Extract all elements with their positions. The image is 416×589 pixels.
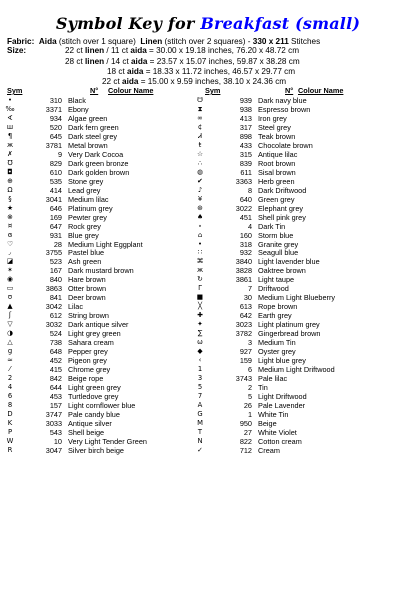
symbol-glyph: ✔ bbox=[197, 176, 203, 185]
symbol-glyph: ✓ bbox=[197, 445, 203, 454]
dmc-number: 26 bbox=[243, 400, 252, 410]
colour-name: Ash green bbox=[68, 257, 102, 267]
colour-name: Dark steel grey bbox=[68, 131, 118, 141]
colour-name: Rope brown bbox=[258, 302, 298, 312]
colour-name: Medium Tin bbox=[258, 338, 296, 348]
title-prefix: Symbol Key for bbox=[55, 14, 201, 33]
symbol-glyph: ♪ bbox=[197, 185, 203, 194]
header-sym: Sym bbox=[205, 86, 221, 95]
symbol-glyph: 8 bbox=[7, 400, 13, 409]
dmc-number: 927 bbox=[239, 347, 252, 357]
colour-name: Seagull blue bbox=[258, 248, 299, 258]
colour-name: White Tin bbox=[258, 409, 289, 419]
symbol-glyph: 4 bbox=[7, 383, 13, 391]
colour-name: Steel grey bbox=[258, 122, 291, 132]
fabric-linen-note: (stitch over 2 squares) - bbox=[164, 37, 251, 46]
dmc-number: 644 bbox=[49, 383, 62, 392]
fabric-stitches-label: Stitches bbox=[291, 37, 321, 46]
dmc-number: 3047 bbox=[45, 445, 62, 455]
dmc-number: 612 bbox=[49, 311, 62, 321]
header-number: N° bbox=[90, 86, 99, 95]
dmc-number: 3840 bbox=[235, 257, 252, 267]
dmc-number: 310 bbox=[49, 96, 62, 105]
fabric-stitches: 330 x 211 bbox=[252, 37, 289, 46]
colour-name: Turtledove grey bbox=[68, 391, 119, 401]
symbol-glyph: ♡ bbox=[6, 239, 14, 248]
dmc-number: 453 bbox=[49, 391, 62, 401]
symbol-glyph: ɞ bbox=[7, 230, 13, 239]
colour-name: Light lavender blue bbox=[258, 257, 320, 267]
symbol-glyph: ⌘ bbox=[196, 257, 204, 266]
symbol-glyph: ж bbox=[6, 140, 14, 149]
dmc-number: 822 bbox=[239, 436, 252, 446]
symbol-glyph: ⌂ bbox=[197, 230, 203, 239]
dmc-number: 157 bbox=[49, 400, 62, 410]
colour-name: Tin bbox=[258, 383, 268, 392]
symbol-glyph: ◑ bbox=[7, 329, 13, 338]
symbol-glyph: T bbox=[197, 427, 203, 436]
symbol-glyph: g bbox=[7, 347, 13, 356]
dmc-number: 28 bbox=[53, 239, 62, 249]
colour-name: Espresso brown bbox=[258, 104, 311, 114]
symbol-glyph: § bbox=[8, 194, 12, 203]
colour-name: Light platinum grey bbox=[258, 320, 320, 330]
colour-name: Pale Lavender bbox=[258, 400, 306, 410]
symbol-glyph: D bbox=[7, 409, 13, 418]
colour-name: Sisal brown bbox=[258, 167, 296, 177]
dmc-number: 3755 bbox=[45, 248, 62, 258]
symbol-glyph: ★ bbox=[6, 203, 14, 212]
colour-name: Beige rope bbox=[68, 374, 104, 384]
colour-name: Ebony bbox=[68, 104, 89, 114]
symbol-glyph: 3 bbox=[197, 374, 203, 383]
fabric-aida-note: (stitch over 1 square) bbox=[58, 37, 136, 46]
colour-name: Dark fern green bbox=[68, 122, 119, 132]
dmc-number: 6 bbox=[247, 365, 252, 375]
symbol-glyph: ☆ bbox=[196, 149, 204, 158]
colour-name: Dark navy blue bbox=[258, 96, 307, 105]
symbol-glyph: K bbox=[7, 418, 13, 427]
fabric-aida: Aida bbox=[38, 37, 57, 46]
dmc-number: 2 bbox=[247, 383, 252, 392]
colour-name: Antique lilac bbox=[258, 149, 298, 159]
dmc-number: 934 bbox=[49, 113, 62, 123]
dmc-number: 3863 bbox=[45, 284, 62, 294]
symbol-glyph: ◉ bbox=[7, 275, 13, 284]
colour-name: White Violet bbox=[258, 427, 297, 437]
colour-name: Root brown bbox=[258, 158, 296, 168]
dmc-number: 315 bbox=[239, 149, 252, 159]
symbol-glyph: ∴ bbox=[197, 158, 203, 167]
colour-name: Dark Driftwood bbox=[258, 185, 307, 195]
colour-name: Otter brown bbox=[68, 284, 107, 294]
colour-name: Light blue grey bbox=[258, 356, 306, 366]
colour-name: Light taupe bbox=[258, 275, 295, 285]
colour-name: Cream bbox=[258, 445, 280, 455]
symbol-glyph: Γ bbox=[198, 284, 202, 293]
fabric-label: Fabric: bbox=[7, 37, 35, 46]
dmc-number: 10 bbox=[53, 436, 62, 446]
dmc-number: 3743 bbox=[235, 374, 252, 384]
dmc-number: 414 bbox=[49, 185, 62, 195]
colour-name: Very Dark Cocoa bbox=[68, 149, 124, 159]
symbol-glyph: ∢ bbox=[7, 113, 13, 122]
dmc-number: 611 bbox=[240, 167, 252, 177]
symbol-glyph: ✶ bbox=[7, 266, 13, 275]
dmc-number: 3371 bbox=[45, 104, 62, 114]
dmc-number: 4 bbox=[247, 221, 252, 231]
dmc-number: 543 bbox=[49, 427, 62, 437]
colour-name: Oyster grey bbox=[258, 347, 296, 357]
colour-name: Lead grey bbox=[68, 185, 101, 195]
dmc-number: 3747 bbox=[45, 409, 62, 419]
dmc-number: 642 bbox=[239, 311, 252, 321]
symbol-glyph: ж bbox=[196, 266, 204, 275]
colour-name: Antique silver bbox=[68, 418, 112, 428]
colour-name: Chrome grey bbox=[68, 365, 111, 375]
dmc-number: 160 bbox=[239, 230, 252, 240]
dmc-number: 452 bbox=[49, 356, 62, 366]
colour-name: Dark antique silver bbox=[68, 320, 129, 330]
symbol-glyph: ¥ bbox=[197, 194, 203, 203]
symbol-glyph: ŧ bbox=[198, 140, 202, 149]
colour-name: Medium Light Driftwood bbox=[258, 365, 335, 375]
colour-name: Very Light Tender Green bbox=[68, 436, 147, 446]
colour-name: Metal brown bbox=[68, 140, 108, 150]
symbol-glyph: △ bbox=[7, 338, 13, 347]
dmc-number: 647 bbox=[49, 221, 62, 231]
colour-name: Lilac bbox=[68, 302, 84, 312]
colour-name: Pastel blue bbox=[68, 248, 105, 258]
header-number: N° bbox=[285, 86, 294, 95]
dmc-number: 841 bbox=[49, 293, 62, 303]
symbol-glyph: ✗ bbox=[7, 149, 13, 158]
dmc-number: 646 bbox=[49, 203, 62, 213]
colour-name: Stone grey bbox=[68, 176, 104, 186]
colour-name: Dark golden brown bbox=[68, 167, 130, 177]
symbol-glyph: ✚ bbox=[197, 311, 203, 320]
symbol-glyph: ℧ bbox=[7, 158, 13, 167]
colour-name: Light Driftwood bbox=[258, 391, 307, 401]
dmc-number: 9 bbox=[57, 149, 62, 159]
symbol-glyph: G bbox=[197, 409, 203, 418]
dmc-number: 738 bbox=[49, 338, 62, 348]
colour-name: String brown bbox=[68, 311, 109, 321]
colour-name: Medium Light Blueberry bbox=[258, 293, 336, 303]
symbol-glyph: ¤ bbox=[7, 221, 13, 230]
dmc-number: 3861 bbox=[235, 275, 252, 285]
dmc-number: 318 bbox=[239, 239, 252, 249]
colour-name: Sahara cream bbox=[68, 338, 114, 348]
dmc-number: 451 bbox=[239, 212, 252, 222]
dmc-number: 932 bbox=[239, 248, 252, 258]
dmc-number: 931 bbox=[49, 230, 62, 240]
symbol-glyph: ∞ bbox=[197, 113, 203, 122]
symbol-glyph: 1 bbox=[197, 365, 203, 374]
dmc-number: 3042 bbox=[45, 302, 62, 312]
symbol-glyph: Ω bbox=[7, 185, 13, 194]
dmc-number: 535 bbox=[49, 176, 62, 186]
symbol-glyph: ☋ bbox=[196, 96, 204, 104]
colour-name: Shell pink grey bbox=[258, 212, 306, 222]
dmc-number: 524 bbox=[49, 329, 62, 339]
symbol-glyph: ≈ bbox=[7, 356, 13, 365]
colour-name: Dark mustard brown bbox=[68, 266, 134, 276]
dmc-number: 842 bbox=[49, 374, 62, 384]
colour-name: Shell beige bbox=[68, 427, 105, 437]
symbol-glyph: ✦ bbox=[197, 320, 203, 329]
symbol-glyph: 7 bbox=[197, 391, 203, 400]
colour-name: Silver birch beige bbox=[68, 445, 124, 455]
symbol-glyph: ‹ bbox=[198, 356, 202, 365]
dmc-number: 938 bbox=[239, 104, 252, 114]
colour-name: Pigeon grey bbox=[68, 356, 107, 366]
colour-name: Medium Light Eggplant bbox=[68, 239, 143, 249]
dmc-number: 950 bbox=[239, 418, 252, 428]
symbol-glyph: ⁄ bbox=[9, 365, 11, 374]
symbol-glyph: ʃ bbox=[8, 311, 12, 320]
colour-name: Earth grey bbox=[258, 311, 292, 321]
colour-name: Elephant grey bbox=[258, 203, 304, 213]
symbol-glyph: ◪ bbox=[6, 257, 14, 266]
dmc-number: 27 bbox=[243, 427, 252, 437]
symbol-glyph: 2 bbox=[7, 374, 13, 383]
dmc-number: 3828 bbox=[235, 266, 252, 276]
fabric-linen: Linen bbox=[140, 37, 163, 46]
symbol-glyph: 6 bbox=[7, 391, 13, 400]
symbol-glyph: ¶ bbox=[7, 131, 13, 140]
colour-name: Oaktree brown bbox=[258, 266, 306, 276]
dmc-number: 840 bbox=[49, 275, 62, 285]
dmc-number: 613 bbox=[239, 302, 252, 312]
symbol-glyph: ╳ bbox=[197, 302, 203, 311]
colour-name: Gingerbread brown bbox=[258, 329, 321, 339]
size-label: Size: bbox=[7, 46, 27, 55]
size-line: 28 ct linen / 14 ct aida = 23.57 x 15.07 inches, 59.87 x 38.28 cm bbox=[65, 57, 300, 66]
colour-name: Teak brown bbox=[258, 131, 296, 141]
header-sym: Sym bbox=[7, 86, 23, 95]
symbol-glyph: ↻ bbox=[197, 275, 203, 284]
colour-name: Algae green bbox=[68, 113, 108, 123]
colour-name: Light cornflower blue bbox=[68, 400, 136, 410]
dmc-number: 433 bbox=[239, 140, 252, 150]
colour-name: Cotton cream bbox=[258, 436, 302, 446]
symbol-glyph: ◍ bbox=[197, 167, 203, 176]
symbol-glyph: N bbox=[197, 436, 203, 445]
colour-name: Deer brown bbox=[68, 293, 106, 303]
page-title bbox=[0, 14, 416, 33]
colour-name: Beige bbox=[258, 418, 277, 428]
dmc-number: 3041 bbox=[45, 194, 62, 204]
dmc-number: 8 bbox=[247, 185, 252, 195]
header-colour-name: Colour Name bbox=[108, 86, 154, 95]
symbol-glyph: ш bbox=[6, 122, 14, 131]
size-line: 22 ct aida = 15.00 x 9.59 inches, 38.10 x 24.36 cm bbox=[102, 77, 287, 86]
dmc-number: 645 bbox=[49, 131, 62, 141]
colour-name: Black bbox=[68, 96, 86, 105]
dmc-number: 520 bbox=[49, 122, 62, 132]
symbol-glyph: ∷ bbox=[197, 248, 203, 257]
symbol-glyph: ⊛ bbox=[197, 203, 203, 212]
colour-name: Dark Tin bbox=[258, 221, 286, 231]
colour-name: Light grey green bbox=[68, 329, 121, 339]
size-line: 22 ct linen / 11 ct aida = 30.00 x 19.18 inches, 76.20 x 48.72 cm bbox=[65, 46, 300, 55]
dmc-number: 3022 bbox=[235, 203, 252, 213]
colour-name: Pepper grey bbox=[68, 347, 108, 357]
colour-name: Chocolate brown bbox=[258, 140, 313, 150]
colour-name: Platinum grey bbox=[68, 203, 113, 213]
colour-name: Light green grey bbox=[68, 383, 121, 392]
symbol-glyph: P bbox=[7, 427, 13, 436]
dmc-number: 898 bbox=[239, 131, 252, 141]
colour-name: Granite grey bbox=[258, 239, 299, 249]
dmc-number: 939 bbox=[239, 96, 252, 105]
dmc-number: 415 bbox=[49, 365, 62, 375]
colour-name: Green grey bbox=[258, 194, 295, 204]
dmc-number: 317 bbox=[239, 122, 252, 132]
symbol-glyph: ■ bbox=[196, 293, 204, 302]
header-colour-name: Colour Name bbox=[298, 86, 344, 95]
symbol-glyph: ∑ bbox=[197, 329, 203, 338]
symbol-glyph: ⊕ bbox=[7, 176, 13, 185]
dmc-number: 839 bbox=[239, 158, 252, 168]
dmc-number: 30 bbox=[243, 293, 252, 303]
dmc-number: 648 bbox=[49, 347, 62, 357]
dmc-number: 7 bbox=[247, 284, 252, 294]
dmc-number: 3782 bbox=[235, 329, 252, 339]
dmc-number: 3363 bbox=[235, 176, 252, 186]
symbol-glyph: ⊗ bbox=[7, 212, 13, 221]
symbol-glyph: ⧗ bbox=[197, 104, 203, 113]
symbol-glyph: ▽ bbox=[7, 320, 13, 329]
colour-name: Dark green bronze bbox=[68, 158, 129, 168]
dmc-number: 3 bbox=[247, 338, 252, 348]
title-highlight: Breakfast (small) bbox=[200, 14, 361, 33]
colour-name: Driftwood bbox=[258, 284, 289, 294]
symbol-glyph: ▲ bbox=[7, 302, 13, 311]
symbol-glyph: Ꮧ bbox=[198, 131, 202, 140]
colour-name: Rock grey bbox=[68, 221, 101, 231]
colour-name: Pale candy blue bbox=[68, 409, 120, 419]
dmc-number: 413 bbox=[239, 113, 252, 123]
symbol-glyph: W bbox=[6, 436, 14, 445]
symbol-glyph: • bbox=[7, 96, 12, 104]
dmc-number: 3023 bbox=[235, 320, 252, 330]
symbol-glyph: ◘ bbox=[7, 167, 13, 176]
colour-name: Iron grey bbox=[258, 113, 287, 123]
dmc-number: 5 bbox=[247, 391, 252, 401]
symbol-glyph: M bbox=[197, 418, 203, 427]
symbol-glyph: ▭ bbox=[6, 284, 14, 293]
symbol-glyph: ‰ bbox=[5, 104, 15, 113]
colour-name: Hare brown bbox=[68, 275, 106, 285]
colour-name: Storm blue bbox=[258, 230, 294, 240]
symbol-glyph: ʊ bbox=[7, 293, 13, 302]
dmc-number: 167 bbox=[49, 266, 62, 276]
symbol-glyph: 5 bbox=[197, 383, 203, 391]
colour-name: Pewter grey bbox=[68, 212, 107, 222]
symbol-glyph: ω bbox=[197, 338, 203, 347]
symbol-glyph: ◞ bbox=[8, 248, 12, 257]
colour-name: Medium lilac bbox=[68, 194, 109, 204]
dmc-number: 169 bbox=[49, 212, 62, 222]
symbol-glyph: A bbox=[197, 400, 203, 409]
dmc-number: 829 bbox=[49, 158, 62, 168]
colour-name: Herb green bbox=[258, 176, 295, 186]
symbol-glyph: ♠ bbox=[196, 212, 204, 221]
dmc-number: 3033 bbox=[45, 418, 62, 428]
dmc-number: 712 bbox=[239, 445, 252, 455]
symbol-glyph: ∘ bbox=[197, 221, 203, 230]
colour-name: Pale lilac bbox=[258, 374, 288, 384]
dmc-number: 640 bbox=[239, 194, 252, 204]
symbol-glyph: • bbox=[197, 239, 202, 248]
size-line: 18 ct aida = 18.33 x 11.72 inches, 46.57 x 29.77 cm bbox=[107, 67, 296, 76]
symbol-glyph: R bbox=[7, 445, 13, 454]
symbol-glyph: ◆ bbox=[197, 347, 203, 356]
dmc-number: 159 bbox=[239, 356, 252, 366]
colour-name: Blue grey bbox=[68, 230, 99, 240]
dmc-number: 3781 bbox=[45, 140, 62, 150]
dmc-number: 523 bbox=[49, 257, 62, 267]
dmc-number: 1 bbox=[247, 409, 252, 419]
dmc-number: 3032 bbox=[45, 320, 62, 330]
symbol-glyph: ¢ bbox=[197, 122, 203, 131]
dmc-number: 610 bbox=[49, 167, 62, 177]
